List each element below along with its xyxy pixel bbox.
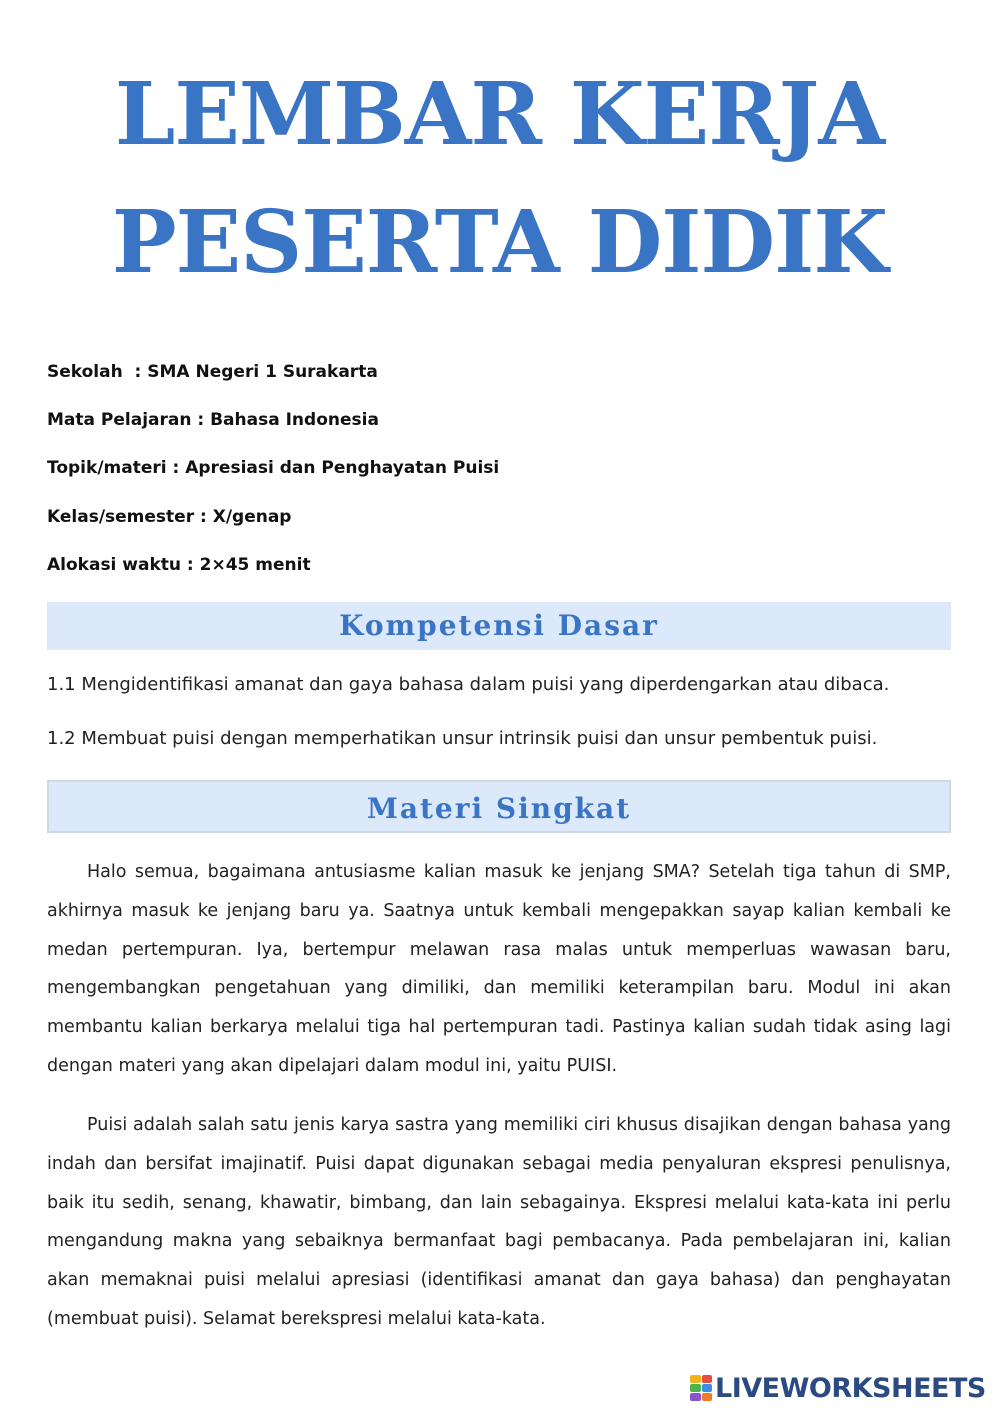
materi-singkat-heading: Materi Singkat bbox=[47, 780, 951, 833]
liveworksheets-logo bbox=[690, 1372, 986, 1404]
materi-paragraph-1: Halo semua, bagaimana antusiasme kalian masuk ke jenjang SMA? Setelah tiga tahun di SMP, akhirnya masuk ke jenjang baru ya. Saatnya untuk kembali mengepakkan sayap kalian kembali ke medan pertempuran. Iya, bertempur melawan rasa malas untuk memperluas wawasan baru, mengembangkan pengetahuan yang dimiliki, dan memiliki keterampilan baru. Modul ini akan membantu kalian berkarya melalui tiga hal pertempuran tadi. Pastinya kalian sudah tidak asing lagi dengan materi yang akan dipelajari dalam modul ini, yaitu PUISI. bbox=[47, 862, 951, 1076]
kompetensi-item: 1.1 Mengidentifikasi amanat dan gaya bahasa dalam puisi yang diperdengarkan atau dibaca. bbox=[47, 674, 890, 695]
info-alokasi-waktu: Alokasi waktu : 2×45 menit bbox=[47, 555, 311, 575]
info-kelas: Kelas/semester : X/genap bbox=[47, 507, 292, 527]
kompetensi-item: 1.2 Membuat puisi dengan memperhatikan unsur intrinsik puisi dan unsur pembentuk puisi. bbox=[47, 728, 878, 749]
materi-paragraph-2: Puisi adalah salah satu jenis karya sastra yang memiliki ciri khusus disajikan dengan bahasa yang indah dan bersifat imajinatif. Puisi dapat digunakan sebagai media penyaluran ekspresi penulisnya, baik itu sedih, senang, khawatir, bimbang, dan lain sebagainya. Ekspresi melalui kata-kata ini perlu mengandung makna yang sebaiknya bermanfaat bagi pembacanya. Pada pembelajaran ini, kalian akan memaknai puisi melalui apresiasi (identifikasi amanat dan gaya bahasa) dan penghayatan (membuat puisi). Selamat berekspresi melalui kata-kata. bbox=[47, 1115, 951, 1329]
kompetensi-dasar-heading: Kompetensi Dasar bbox=[47, 602, 951, 650]
liveworksheets-text: LIVEWORKSHEETS bbox=[715, 1372, 986, 1404]
info-topik: Topik/materi : Apresiasi dan Penghayatan Puisi bbox=[47, 458, 500, 478]
info-sekolah: Sekolah : SMA Negeri 1 Surakarta bbox=[47, 362, 378, 382]
title-line-1: LEMBAR KERJA bbox=[114, 64, 885, 165]
info-mata-pelajaran: Mata Pelajaran : Bahasa Indonesia bbox=[47, 410, 379, 430]
title-line-2: PESERTA DIDIK bbox=[111, 192, 888, 293]
liveworksheets-icon bbox=[690, 1375, 712, 1401]
